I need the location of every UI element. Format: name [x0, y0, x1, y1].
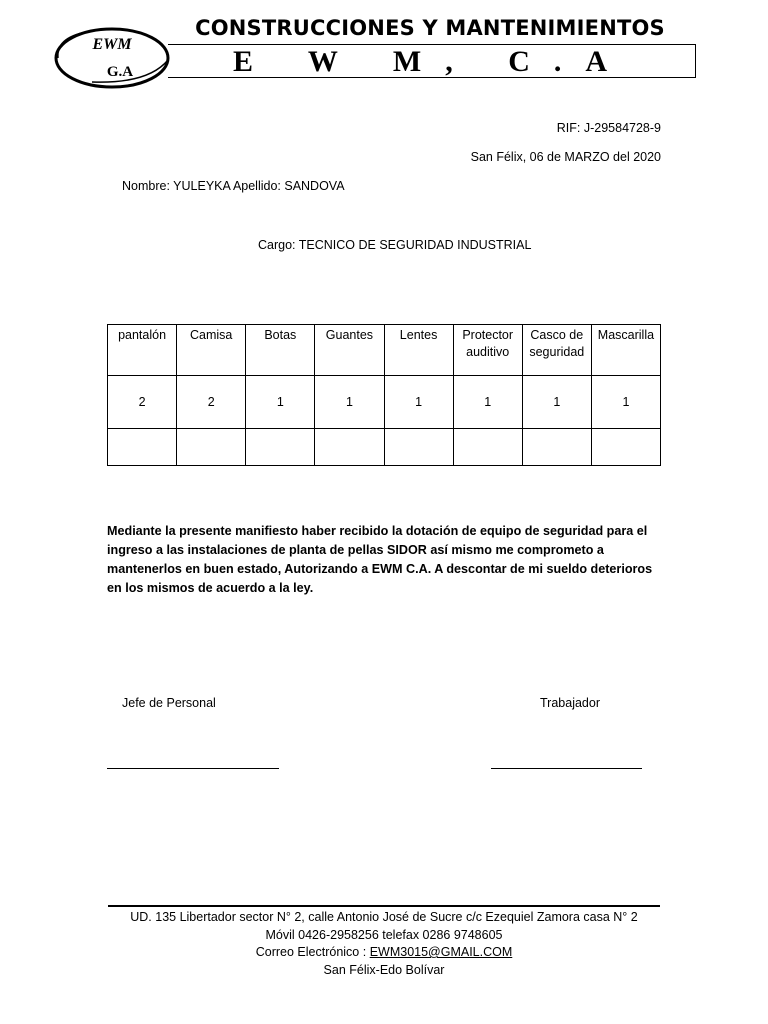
table-row-empty	[108, 429, 661, 466]
header-lentes: Lentes	[384, 325, 453, 376]
signature-label-trabajador: Trabajador	[540, 696, 600, 710]
logo-bottom-text: G.A	[106, 64, 134, 80]
signature-line-jefe	[107, 768, 279, 769]
empty-cell	[522, 429, 591, 466]
qty-casco-seguridad: 1	[522, 376, 591, 429]
table-row	[108, 376, 661, 429]
footer-email-label: Correo Electrónico :	[255, 945, 367, 959]
qty-pantalon: 2	[108, 376, 177, 429]
logo-top-text: EWM	[92, 36, 132, 53]
table-header-row	[108, 325, 661, 376]
header-company-name: E W M, C.A	[232, 45, 632, 78]
header-title: CONSTRUCCIONES Y MANTENIMIENTOS	[195, 16, 665, 40]
empty-cell	[246, 429, 315, 466]
header-camisa: Camisa	[177, 325, 246, 376]
empty-cell	[384, 429, 453, 466]
place-date: San Félix, 06 de MARZO del 2020	[470, 150, 661, 164]
header-guantes: Guantes	[315, 325, 384, 376]
header-botas: Botas	[246, 325, 315, 376]
footer	[84, 909, 684, 979]
empty-cell	[453, 429, 522, 466]
footer-address: UD. 135 Libertador sector N° 2, calle Antonio José de Sucre c/c Ezequiel Zamora casa N° 2	[130, 910, 638, 924]
qty-mascarilla: 1	[591, 376, 660, 429]
empty-cell	[315, 429, 384, 466]
header-pantalon: pantalón	[108, 325, 177, 376]
signature-label-jefe: Jefe de Personal	[122, 696, 216, 710]
footer-email-link[interactable]: EWM3015@GMAIL.COM	[369, 945, 513, 959]
footer-divider	[108, 905, 660, 907]
qty-guantes: 1	[315, 376, 384, 429]
empty-cell	[177, 429, 246, 466]
qty-botas: 1	[246, 376, 315, 429]
header-casco-seguridad: Casco de seguridad	[522, 325, 591, 376]
signature-line-trabajador	[491, 768, 642, 769]
qty-protector-auditivo: 1	[453, 376, 522, 429]
footer-city: San Félix-Edo Bolívar	[323, 962, 445, 977]
rif-number: RIF: J-29584728-9	[556, 121, 661, 135]
employee-position: Cargo: TECNICO DE SEGURIDAD INDUSTRIAL	[258, 238, 532, 252]
statement-paragraph: Mediante la presente manifiesto haber recibido la dotación de equipo de seguridad para el ingreso a las instalaciones de planta de pellas SIDOR así mismo me comprometo a mantenerlos en buen estado, Autorizando a EWM C.A. A descontar de mi sueldo deterioros en los mismos de acuerdo a la ley.	[107, 524, 653, 595]
employee-name: Nombre: YULEYKA Apellido: SANDOVA	[122, 179, 345, 193]
footer-email-line	[84, 944, 684, 962]
equipment-table	[107, 324, 661, 466]
header-mascarilla: Mascarilla	[591, 325, 660, 376]
empty-cell	[108, 429, 177, 466]
qty-lentes: 1	[384, 376, 453, 429]
empty-cell	[591, 429, 660, 466]
footer-phones: Móvil 0426-2958256 telefax 0286 9748605	[265, 927, 503, 942]
qty-camisa: 2	[177, 376, 246, 429]
header-protector-auditivo: Protector auditivo	[453, 325, 522, 376]
